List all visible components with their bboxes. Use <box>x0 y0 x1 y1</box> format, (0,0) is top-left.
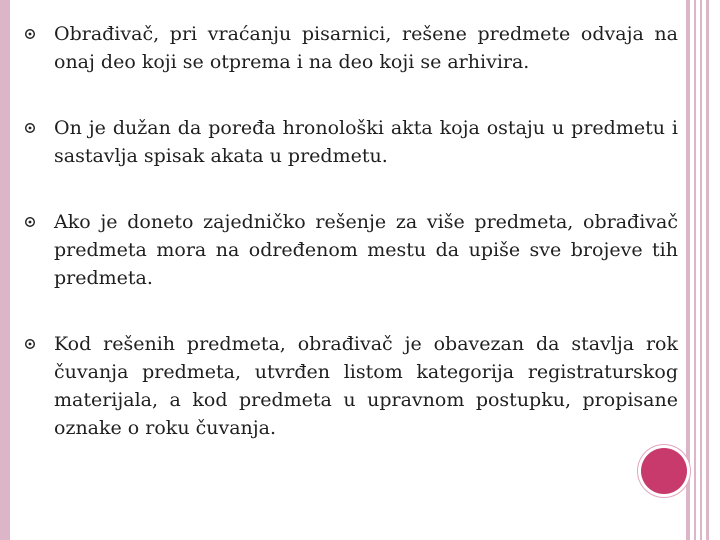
bullet-item <box>22 114 678 170</box>
decorative-circle <box>641 448 687 494</box>
bullet-text: Kod rešenih predmeta, obrađivač je obavezan da stavlja rok čuvanja predmeta, utvrđen listom kategorija registraturskog materijala, a kod predmeta u upravnom postupku, propisane oznake o roku čuvanja. <box>54 333 678 439</box>
bullet-icon <box>24 28 36 40</box>
bullet-item <box>22 330 678 442</box>
bullet-text: On je dužan da poređa hronološki akta koja ostaju u predmetu i sastavlja spisak akata u predmetu. <box>54 117 678 167</box>
bullet-text: Obrađivač, pri vraćanju pisarnici, rešene predmete odvaja na onaj deo koji se otprema i na deo koji se arhivira. <box>54 23 678 73</box>
left-border-decoration <box>0 0 10 540</box>
bullet-text: Ako je doneto zajedničko rešenje za više predmeta, obrađivač predmeta mora na određenom mestu da upiše sve brojeve tih predmeta. <box>54 211 678 289</box>
right-border-decoration <box>686 0 720 540</box>
bullet-icon <box>24 338 36 350</box>
bullet-list <box>22 20 678 442</box>
bullet-item <box>22 20 678 76</box>
bullet-item <box>22 208 678 292</box>
bullet-icon <box>24 216 36 228</box>
bullet-icon <box>24 122 36 134</box>
